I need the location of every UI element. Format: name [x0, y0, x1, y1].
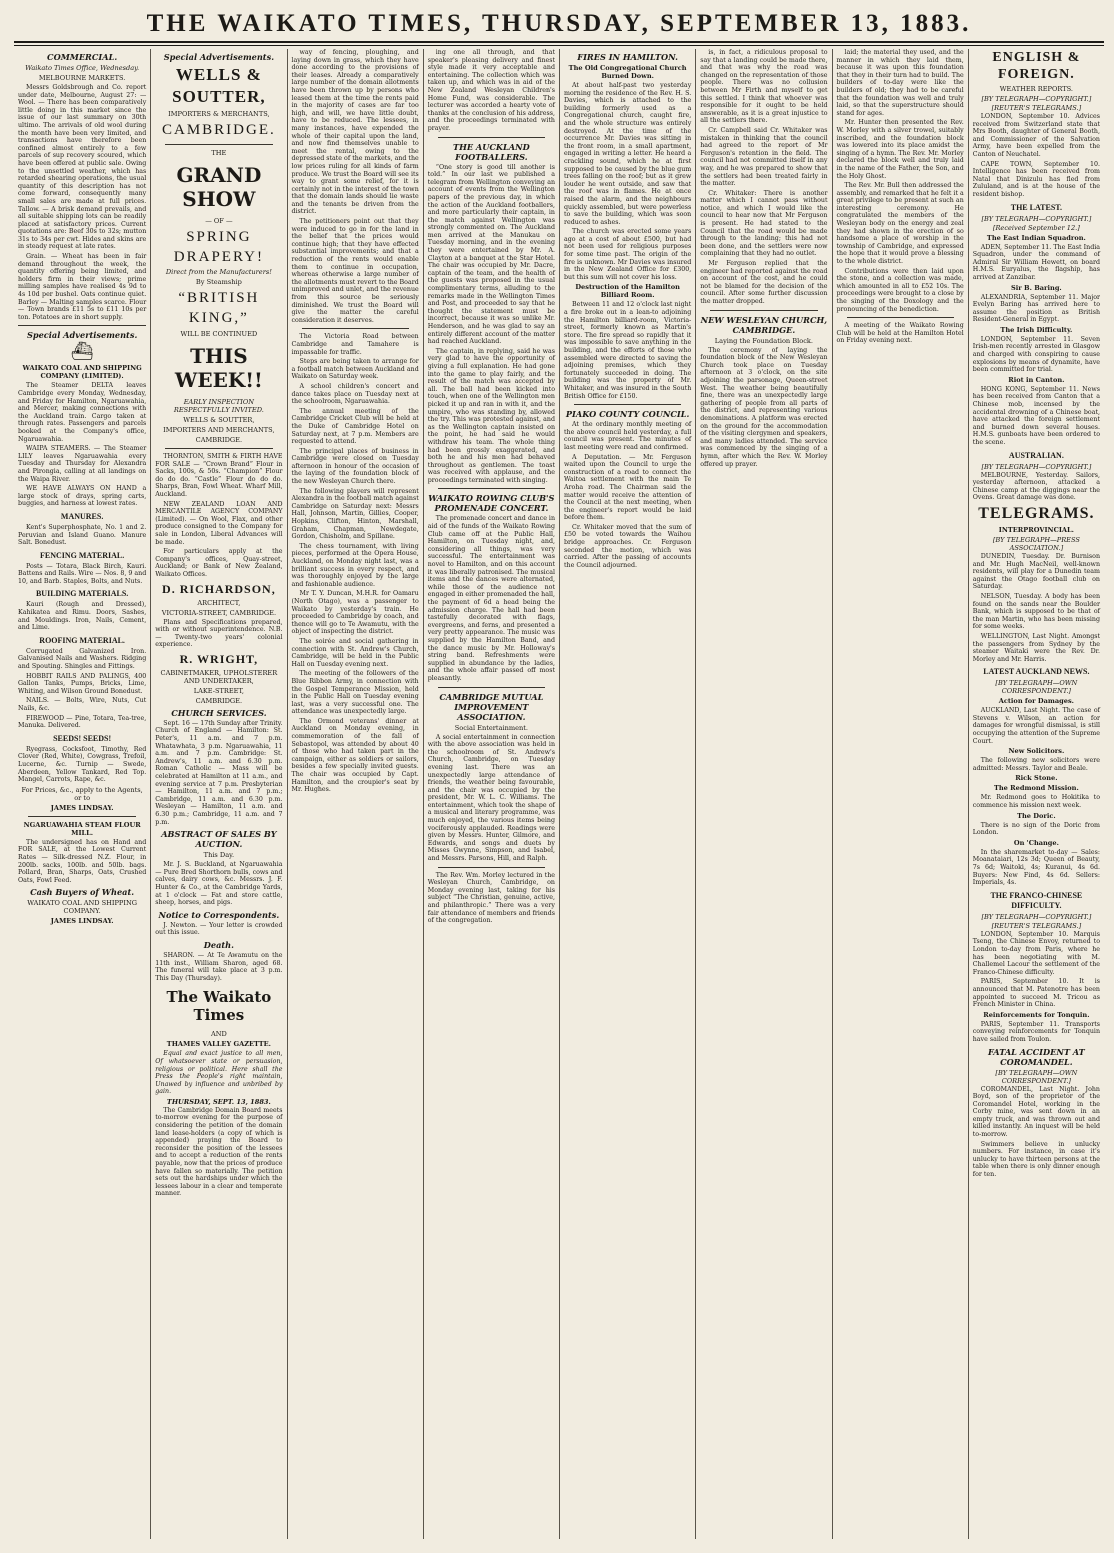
nails-ad: NAILS. — Bolts, Wire, Nuts, Cut Nails, &c.	[18, 697, 147, 712]
column-council-church	[695, 49, 831, 1539]
shipping-company-name: WAIKATO COAL AND SHIPPING COMPANY (LIMITED).	[22, 364, 142, 381]
auckland-credit: [BY TELEGRAPH—OWN CORRESPONDENT.]	[995, 679, 1078, 696]
building-ad: Kauri (Rough and Dressed), Kahikatea and Rimu. Doors, Sashes, and Mouldings. Iron, Nails, Cement, and Lime.	[18, 601, 147, 632]
county-council-article: At the ordinary monthly meeting of the above council held yesterday, a full council was present. The minutes of last meeting were read and confirmed.	[564, 421, 692, 451]
flour-mill-heading: NGARUAWAHIA STEAM FLOUR MILL.	[23, 820, 141, 837]
divider	[847, 317, 954, 318]
divider	[28, 816, 136, 817]
manures-ad: Kent's Superphosphate, No. 1 and 2. Peruvian and Island Guano. Manure Salt. Bonedust.	[18, 523, 147, 547]
stone-heading: Rick Stone.	[1015, 774, 1058, 783]
fencing-heading: FENCING MATERIAL.	[39, 550, 125, 560]
correspondents-heading: Notice to Correspondents.	[158, 909, 280, 920]
divider	[438, 867, 545, 868]
franco-credit: [BY TELEGRAPH—COPYRIGHT.]	[981, 912, 1092, 921]
australian-heading: AUSTRALIAN.	[1008, 450, 1064, 460]
baring-heading: Sir B. Baring.	[1011, 283, 1062, 292]
london-telegram: LONDON, September 10. Advices received from Switzerland state that Mrs Booth, daughter of General Booth, and Commissioner of the Salvation Army, have been expelled from the Canton of Neuchatel.	[972, 113, 1100, 158]
firm-name: WELLS & SOUTTER,	[172, 65, 266, 106]
irish-telegram: LONDON, September 11. Seven Irish-men recently arrested in Glasgow and charged with conspiring to cause explosions by means of dynamite, have been committed for trial.	[972, 335, 1100, 374]
footballers-article: “One story is good till another is told.” In our last we published a telegram from Wellington conveying an account of events from the Wellington papers of the previous day, in which the action of the Auckland footballers, and more particularly their captain, in the match against Wellington was strongly commented on. The Auckland men arrived at the Manukau on Tuesday morning, and in the evening they were entertained by Mr. A. Clayton at a banquet at the Star Hotel. The chair was occupied by Mr. Dacre, captain of the team, and the health of the guests was proposed in the usual complimentary terms, alluding to the remarks made in the Wellington Times and Post, and proceeded to say that he thought the statement must be incorrect, because it was so unlike Mr. Henderson, and he was glad to say an entirely different account of the matter had reached Auckland.	[427, 163, 555, 346]
abstract-heading: ABSTRACT OF SALES BY AUCTION.	[161, 829, 277, 850]
news-item: The following players will represent Alexandra in the football match against Cambridge on Saturday next: Messrs Hall, Johnson, Martin, Gillies, Cooper, Hopkins, Clifton, Hinton, Marshall, Graham, Chapman, Newdegate, Gordon, Chisholm, and Spillane.	[291, 487, 419, 541]
east-indian-telegram: ADEN, September 11. The East India Squadron, under the command of Admiral Sir William Hewett, on board H.M.S. Euryalus, the flagship, has arrived at Zanzibar.	[972, 243, 1100, 281]
this-week-title: THIS WEEK!!	[174, 344, 263, 392]
footer-signature: JAMES LINDSAY.	[50, 917, 114, 926]
cash-buyers-heading: Cash Buyers of Wheat.	[30, 887, 135, 898]
shipping-ad: The Steamer DELTA leaves Cambridge every Monday, Wednesday, and Friday for Hamilton, Ngaruawahia, and Mercer, making connections with the Auckland train. Cargo taken at through rates. Passengers and parcels booked at the Company's office, Ngaruawahia.	[18, 382, 147, 443]
council-continued-4: Mr Ferguson replied that the engineer had reported against the road on account of the cost, and he could not be blamed for the decision of the council. After some further discussion the matter dropped.	[700, 260, 828, 305]
fires-article: At about half-past two yesterday morning the residence of the Rev. H. S. Davies, which is attached to the building formerly used as a Congregational church, caught fire, and the whole structure was entirely destroyed. At the time of the occurrence Mr. Davies was sitting in the front room, in a small apartment, engaged in writing a letter. He heard a crackling sound, which he at first supposed to be caused by the blue gum trees falling on the roof; but as it grew louder he went outside, and saw that the roof was in flames. He at once raised the alarm, and the neighbours quickly assembled, but were powerless to save the building, which was soon reduced to ashes.	[564, 82, 692, 226]
doric-heading: The Doric.	[1017, 811, 1056, 820]
action-telegram: AUCKLAND, Last Night. The case of Stevens v. Wilson, an action for damages for wrongful dismissal, is still occupying the attention of the Supreme Court.	[972, 707, 1100, 745]
masthead-rule	[14, 41, 1104, 46]
capetown-telegram: CAPE TOWN, September 10. Intelligence has been received from Natal that Dinizulu has fled from Zululand, and is at the house of the resident bishop.	[972, 160, 1100, 198]
editorial-date: THURSDAY, SEPT. 13, 1883.	[166, 1097, 271, 1106]
fencing-ad: Posts — Totara, Black Birch, Kauri. Battens and Rails. Wire — Nos. 8, 9 and 10, and Barb. Staples, Bolts, and Nuts.	[18, 562, 147, 585]
wesleyan-church-article: The ceremony of laying the foundation block of the New Wesleyan Church took place on Tuesday afternoon at 3 o'clock, on the site adjoining the parsonage, Queen-street West. The weather being beautifully fine, there was an unexpectedly large gathering of people from all parts of the district, and representing various denominations. A platform was erected on the ground for the accommodation of the visiting clergymen and speakers, and many ladies attended. The service was commenced by the singing of a hymn, after which the Rev. W. Morley offered up prayer.	[700, 346, 828, 468]
wright-address: LAKE-STREET,	[193, 686, 244, 695]
mutual-improvement-article: A social entertainment in connection with the above association was held in the schoolroom of St. Andrew's Church, Cambridge, on Tuesday evening last. There was an unexpectedly large attendance of friends, the weather being favourable, and the chair was occupied by the president, Mr. W. L. C. Williams. The entertainment, which took the shape of a musical and literary programme, was much enjoyed, the various items being vociferously applauded. Readings were given by Messrs. Hunter, Gilmore, and Edwards, and songs and duets by Misses Gwynne, Simpson, and Isabel, and Messrs. Parsons, Hill, and Ralph.	[427, 733, 555, 863]
direct-line: Direct from the Manufacturers!	[165, 268, 272, 276]
paper-subtitle: THAMES VALLEY GAZETTE.	[166, 1040, 271, 1049]
doric-telegram: There is no sign of the Doric from London.	[972, 821, 1100, 837]
firewood-ad: FIREWOOD — Pine, Totara, Tea-tree, Manuka. Delivered.	[18, 714, 147, 730]
tonquin-telegram: PARIS, September 11. Transports conveying reinforcements for Tonquin have sailed from Toulon.	[972, 1020, 1100, 1043]
news-item: Mr T. Y. Duncan, M.H.R. for Oamaru (North Otago), was a passenger to Waikato by yesterday's train. He proceeded to Cambridge by coach, and thence will go to Te Awamutu, with the object of inspecting the district.	[291, 590, 419, 636]
correspondents-notice: J. Newton. — Your letter is crowded out this issue.	[155, 921, 283, 937]
billiard-article: Between 11 and 12 o'clock last night a fire broke out in a lean-to adjoining the Hamilton billiard-room, Victoria-street, formerly known as Martin's store. The fire spread so rapidly that it was impossible to save anything in the building, and the efforts of those who assembled were directed to saving the adjoining premises, which they fortunately succeeded in doing. The building was the property of Mr. Whitaker, and was insured in the South British Office for £150.	[564, 301, 692, 400]
church-services-heading: CHURCH SERVICES.	[171, 707, 267, 718]
firm-town-repeat: CAMBRIDGE.	[195, 436, 243, 444]
commercial-heading: COMMERCIAL.	[47, 52, 118, 62]
seeds-heading: SEEDS! SEEDS!	[53, 733, 112, 743]
continued-line: WILL BE CONTINUED	[180, 330, 258, 338]
change-heading: On 'Change.	[1013, 838, 1059, 847]
news-item: The chess tournament, with living pieces, performed at the Opera House, Auckland, on Monday night last, was a brilliant success in every respect, and was thoroughly enjoyed by the large and fashionable audience.	[291, 542, 419, 588]
commercial-dateline: Waikato Times Office, Wednesday.	[25, 64, 140, 72]
divider	[438, 137, 545, 138]
divider	[574, 404, 681, 405]
closing-paragraph: Swimmers believe in unlucky numbers. For instance, in case it's unlucky to have thirteen persons at the table when there is only dinner enough for ten.	[972, 1140, 1100, 1179]
east-indian-heading: The East Indian Squadron.	[986, 233, 1086, 242]
architect-name: D. RICHARDSON,	[162, 581, 276, 596]
columns	[14, 49, 1104, 1539]
franco-agency: [REUTER'S TELEGRAMS.]	[991, 921, 1082, 930]
divider	[165, 144, 272, 145]
inspection-line: EARLY INSPECTION RESPECTFULLY INVITED.	[173, 398, 264, 414]
divider	[165, 448, 272, 449]
change-telegram: In the sharemarket to-day — Sales: Moanataiari, 12s 3d; Queen of Beauty, 7s 6d; Waitoki, 4s; Kuranui, 4s 6d. Buyers: New Find, 4s 6d. Sellers: Imperials, 4s.	[972, 848, 1100, 887]
firm-town: CAMBRIDGE.	[161, 122, 276, 138]
tonquin-heading: Reinforcements for Tonquin.	[983, 1010, 1090, 1019]
contact-line: For Prices, &c., apply to the Agents, or to	[21, 785, 143, 802]
footer-company: WAIKATO COAL AND SHIPPING COMPANY.	[27, 899, 137, 916]
lecture-continued: ing one all through, and that speaker's pleasing delivery and finest style made it very acceptable and entertaining. The collection which was taken up, and which was in aid of the New Zealand Wesleyan Children's Home Fund, was considerable. The lecturer was accorded a hearty vote of thanks at the conclusion of his address, and the proceedings terminated with prayer.	[427, 49, 555, 132]
by-steamship: By Steamship	[195, 278, 242, 286]
paris-telegram: PARIS, September 10. It is announced that M. Patenotre has been appointed to succeed M. Tricou as French Minister in China.	[972, 978, 1100, 1009]
abstract-date: This Day.	[203, 851, 235, 860]
county-council-article-2: A Deputation. — Mr. Ferguson waited upon the Council to urge the construction of a road to connect the Waitoa settlement with the main Te Aroha road. The Chairman said the matter would receive the attention of the Council at the next meeting, when the engineer's report would be laid before them.	[564, 453, 692, 522]
column-fires	[559, 49, 695, 1539]
irish-heading: The Irish Difficulty.	[1000, 325, 1073, 334]
divider	[302, 328, 409, 329]
fatal-accident-heading: FATAL ACCIDENT AT COROMANDEL.	[987, 1046, 1085, 1067]
editorial-opening: The Cambridge Domain Board meets to-morrow evening for the purpose of considering the petition of the domain land lease-holders (a copy of which is appended) praying the Board to reconsider the position of the lessees and to accept a reduction of the rents payable, now that the prices of produce have fallen so materially. The petition sets out the hardships under which the lessees labour in a clear and temperate manner.	[155, 1106, 283, 1198]
interprovincial-credit: [BY TELEGRAPH—PRESS ASSOCIATION.]	[992, 535, 1080, 552]
architect-ad: Plans and Specifications prepared, with or without superintendence. N.B. — Twenty-two years' colonial experience.	[155, 618, 283, 649]
council-continued-2: Cr. Campbell said Cr. Whitaker was mistaken in thinking that the council had agreed to the report of Mr Ferguson's retention in the field. The council had not committed itself in any way, and he was prepared to show that the settlers had been treated fairly in the matter.	[700, 126, 828, 188]
canton-heading: Riot in Canton.	[1008, 375, 1065, 384]
news-item: The Victoria Road between Cambridge and Tamahere is impassable for traffic.	[291, 333, 419, 356]
column-church-continued	[832, 49, 968, 1539]
fires-heading: FIRES IN HAMILTON.	[577, 52, 678, 62]
telegrams-heading: TELEGRAMS.	[978, 504, 1095, 522]
divider	[710, 310, 817, 311]
latest-received: [Received September 12.]	[992, 223, 1080, 232]
show-the: THE	[211, 149, 227, 157]
county-council-heading: PIAKO COUNTY COUNCIL.	[565, 409, 690, 420]
divider	[438, 488, 545, 489]
roofing-ad: Corrugated Galvanized Iron. Galvanised Nails and Washers. Ridging and Spouting. Shingles and Fittings.	[18, 647, 147, 671]
column-advertisements	[150, 49, 286, 1539]
wright-town: CAMBRIDGE.	[195, 696, 243, 705]
news-item: A school children's concert and dance takes place on Tuesday next at the schoolroom, Ngaruawahia.	[291, 382, 419, 406]
auckland-news-heading: LATEST AUCKLAND NEWS.	[983, 667, 1090, 677]
council-continued-3: Cr. Whitaker: There is another matter which I cannot pass without notice, and which I would like the council to hear now that Mr Ferguson is present. He had stated to the Council that the road would be made through to the landing; this had not been done, and the settlers were now complaining that they had no outlet.	[700, 189, 828, 258]
telegraph-credit: [BY TELEGRAPH—COPYRIGHT.]	[981, 95, 1092, 103]
manures-heading: MANURES.	[60, 511, 104, 521]
nelson-telegram: NELSON, Tuesday. A body has been found on the sands near the Boulder Bank, which is supposed to be that of the man Martin, who has been missing for some weeks.	[972, 592, 1100, 631]
paper-motto: Equal and exact justice to all men, Of whatsoever state or persuasion, religious or political. Here shall the Press the People's right maintain, Unawed by influence and unbribed by gain.	[155, 1050, 283, 1096]
council-continued: is, in fact, a ridiculous proposal to say that a landing could be made there, and that was why the road was changed on the representation of those people. There was no collusion between Mr Firth and myself to get this settled. I think that whoever was responsible for it ought to be held answerable, as it is a great injustice to all the settlers there.	[700, 49, 828, 125]
news-item: The soirée and social gathering in connection with St. Andrew's Church, Cambridge, will be held in the Public Hall on Tuesday evening next.	[291, 637, 419, 668]
fatal-accident-telegram: COROMANDEL, Last Night. John Boyd, son of the proprietor of the Coromandel Hotel, working in the Corby mine, was sent down in an empty truck, and was thrown out and killed instantly. An inquest will be held to-morrow.	[972, 1085, 1100, 1139]
waipa-steamers-ad: WAIPA STEAMERS. — The Steamer LILY leaves Ngaruawahia every Tuesday and Thursday for Alexandra and Pirongia, calling at all landings on the Waipa River.	[18, 445, 147, 483]
english-foreign-heading: ENGLISH & FOREIGN.	[992, 50, 1081, 82]
fatal-accident-credit: [BY TELEGRAPH—OWN CORRESPONDENT.]	[995, 1068, 1078, 1085]
solicitors-telegram: The following new solicitors were admitted: Messrs. Taylor and Beale.	[972, 757, 1100, 772]
mutual-improvement-heading: CAMBRIDGE MUTUAL IMPROVEMENT ASSOCIATION.	[439, 691, 544, 722]
agency-credit: [REUTER'S TELEGRAMS.]	[991, 104, 1082, 112]
market-report: Messrs Goldsbrough and Co. report under date, Melbourne, August 27: — Wool. — There has been comparatively little doing in this market since the issue of our last summary on 30th ultimo. The arrivals of old wool during the month have been very limited, and transactions have therefore been confined almost entirely to a few parcels of sup recovery scoured, which have been offered at public sale. Owing to the unsettled weather, which has retarded shearing operations, the usual quantity of this description has not come forward, consequently many small sales are made at full prices. Tallow. — A brisk demand prevails, and all suitable shipping lots can be readily placed at satisfactory prices. Current quotations are: Beef 30s to 32s; mutton 31s to 34s per cwt. Hides and skins are in steady request at late rates.	[18, 84, 147, 251]
masthead: THE WAIKATO TIMES, THURSDAY, SEPTEMBER 13, 1883.	[146, 10, 972, 37]
hurdles-ad: HOBBIT RAILS AND PALINGS, 400 Gallon Tanks, Pumps, Bricks, Lime, Whiting, and Wilson Ground Bonedust.	[18, 672, 147, 695]
mutual-improvement-subheading: Social Entertainment.	[454, 723, 529, 732]
firm-name-repeat: WELLS & SOUTTER,	[183, 416, 255, 424]
news-item: The annual meeting of the Cambridge Cricket Club will be held at the Duke of Cambridge Hotel on Saturday next, at 7 p.m. Members are requested to attend.	[291, 407, 419, 446]
church-continued: laid; the material they used, and the manner in which they laid them, because it was upon this foundation that they in their turn had to build. The builders of to-day were like the builders of old; they had to be careful that the foundation was well and truly laid, so that the superstructure should stand for ages.	[836, 49, 964, 117]
news-item: The Ormond veterans' dinner at Auckland on Monday evening, in commemoration of the fall of Sebastopol, was attended by about 40 of those who had taken part in the campaign, either as soldiers or sailors, besides a few specially invited guests. The chair was occupied by Capt. Hamilton, and the croupier's seat by Mr. Hughes.	[291, 717, 419, 794]
special-ads-heading: Special Advertisements.	[26, 330, 138, 341]
steamship-icon: ⛴	[70, 341, 94, 363]
agent-name: JAMES LINDSAY.	[50, 803, 114, 812]
franco-chinese-heading: THE FRANCO-CHINESE DIFFICULTY.	[990, 890, 1083, 910]
fires-subheading: The Old Congregational Church Burned Down.	[568, 64, 687, 80]
solicitors-heading: New Solicitors.	[1008, 747, 1065, 756]
wesleyan-church-subheading: Laying the Foundation Block.	[714, 336, 813, 345]
flour-ad: THORNTON, SMITH & FIRTH HAVE FOR SALE — “Crown Brand” Flour in Sacks, 100s, & 50s. “Champion” Flour do do do. “Castle” Flour do do do. Sharps, Bran, Fowl Wheat. Wharf Mill, Auckland.	[155, 453, 283, 498]
news-item: Steps are being taken to arrange for a football match between Auckland and Waikato on Saturday week.	[291, 358, 419, 381]
divider	[18, 325, 146, 326]
flour-mill-ad: The undersigned has on Hand and FOR SALE, at the Lowest Current Rates — Silk-dressed N.Z. Flour, in 200lb. sacks, 100lb. and 50lb. bags. Pollard, Bran, Sharps, Oats, Crushed Oats, Fowl Feed.	[18, 838, 147, 884]
architect-title: ARCHITECT,	[197, 598, 241, 607]
franco-telegram: LONDON, September 10. Marquis Tseng, the Chinese Envoy, returned to London to-day from Paris, where he has been negotiating with M. Challemel Lacour the settlement of the Franco-Chinese difficulty.	[972, 930, 1100, 976]
carts-ad: WE HAVE ALWAYS ON HAND a large stock of drays, spring carts, buggies, and harness at lowest rates.	[18, 485, 147, 508]
special-ads-heading: Special Advertisements.	[163, 52, 275, 62]
death-notice: SHARON. — At Te Awamutu on the 11th inst., William Sharon, aged 68. The funeral will take place at 3 p.m. This Day (Thursday).	[155, 951, 283, 982]
latest-telegraph-credit: [BY TELEGRAPH—COPYRIGHT.]	[981, 214, 1092, 223]
column-local-news	[423, 49, 559, 1539]
column-editorial	[287, 49, 423, 1539]
fires-article-2: The church was erected some years ago at a cost of about £500, but had not been used for religious purposes for some time past. The origin of the fire is unknown. Mr Davies was insured in the New Zealand Office for £300, but this sum will not cover his loss.	[564, 228, 692, 281]
australian-credit: [BY TELEGRAPH—COPYRIGHT.]	[981, 462, 1092, 471]
church-continued-4: Contributions were then laid upon the stone, and a collection was made, which amounted in all to £52 10s. The proceedings were brought to a close by the singing of the Doxology and the pronouncing of the benediction.	[836, 267, 964, 313]
paper-and: AND	[210, 1030, 227, 1039]
rowing-concert-article: The promenade concert and dance in aid of the funds of the Waikato Rowing Club came off at the Public Hall, Hamilton, on Tuesday night, and, considering all things, was very successful. The entertainment was novel to Hamilton, and on this account it was liberally patronised. The musical items and the dances were alternated, while those of the audience not engaged in either promenaded the hall, the payment of 6d a head being the admission charge. The hall had been tastefully decorated with flags, evergreens, and ferns, and presented a very pretty appearance. The music was supplied by the Hamilton Band, and the dance music by Mr. Holloway's string band. Refreshments were supplied in abundance by the ladies, and the whole affair passed off most pleasantly.	[427, 515, 556, 682]
wesleyan-church-heading: NEW WESLEYAN CHURCH, CAMBRIDGE.	[700, 314, 828, 335]
paper-title: The Waikato Times	[166, 988, 272, 1025]
ship-name: “BRITISH KING,”	[178, 290, 260, 326]
church-continued-2: Mr. Hunter then presented the Rev. W. Morley with a silver trowel, suitably inscribed, and the foundation block was lowered into its place amidst the singing of a hymn. The Rev. Mr. Morley declared the block well and truly laid in the name of the Father, the Son, and the Holy Ghost.	[836, 119, 964, 180]
county-council-article-3: Cr. Whitaker moved that the sum of £50 be voted towards the Waihou bridge approaches. Cr. Ferguson seconded the motion, which was carried. After the passing of accounts the Council adjourned.	[564, 523, 692, 569]
redmond-heading: The Redmond Mission.	[993, 784, 1079, 793]
australian-telegram: MELBOURNE, Yesterday. Sailors, yesterday afternoon, attacked a Chinese camp at the diggings near the Ovens. Great damage was done.	[972, 471, 1100, 502]
column-commercial	[14, 49, 150, 1539]
architect-address: VICTORIA-STREET, CAMBRIDGE.	[161, 608, 277, 617]
market-heading: MELBOURNE MARKETS.	[38, 74, 126, 82]
wellington-telegram: WELLINGTON, Last Night. Amongst the passengers from Sydney by the steamer Waitaki were the Rev. Dr. Morley and Mr. Harris.	[972, 632, 1100, 663]
show-of: — OF —	[205, 217, 233, 225]
billiard-heading: Destruction of the Hamilton Billiard Room.	[575, 283, 680, 300]
divider	[438, 687, 545, 688]
footballers-article-2: The captain, in replying, said he was very glad to have the opportunity of giving a full explanation. He had gone into the game to play fairly, and the result of the match was accepted by all. The ball had been kicked into touch, when one of the Wellington men picked it up and ran in with it, and the umpire, who was standing by, allowed the try. This was protested against, and as the Wellington captain insisted on the point, he had said he would withdraw his team. The whole thing had been grossly exaggerated, and both he and his men had behaved throughout as gentlemen. The toast was received with applause, and the proceedings terminated with singing.	[427, 347, 555, 484]
firm-subtitle: IMPORTERS & MERCHANTS,	[168, 110, 270, 118]
rowing-club-note: A meeting of the Waikato Rowing Club will be held at the Hamilton Hotel on Friday evening next.	[836, 322, 964, 345]
lecture-item: The Rev. Wm. Morley lectured in the Wesleyan Church, Cambridge, on Monday evening last, taking for his subject “The Christian, genuine, active, and philanthropic.” There was a very fair attendance of members and friends of the congregation.	[427, 871, 555, 925]
redmond-telegram: Mr. Redmond goes to Hokitika to commence his mission next week.	[972, 794, 1100, 810]
news-item: The principal places of business in Cambridge were closed on Tuesday afternoon in honour of the occasion of the laying of the foundation block of the new Wesleyan Church there.	[291, 447, 419, 486]
wright-name: R. WRIGHT,	[179, 651, 259, 666]
news-item: The meeting of the followers of the Blue Ribbon Army, in connection with the Gospel Temperance Mission, held in the Public Hall on Tuesday evening last, was a very successful one. The attendance was unexpectedly large.	[291, 670, 419, 716]
market-report-grain: Grain. — Wheat has been in fair demand throughout the week, the quantity offering being limited, and holders firm in their views; prime milling samples have realised 4s 9d to 4s 10d per bushel. Oats continue quiet. Barley — Malting samples scarce. Flour — Town brands £11 5s to £11 10s per ton. Potatoes are in short supply.	[18, 253, 147, 321]
building-heading: BUILDING MATERIALS.	[35, 589, 129, 599]
grand-show-title: GRAND SHOW	[176, 163, 262, 211]
footballers-heading: THE AUCKLAND FOOTBALLERS.	[453, 141, 530, 162]
latest-heading: THE LATEST.	[1010, 202, 1063, 212]
interprovincial-heading: INTERPROVINCIAL.	[998, 525, 1074, 534]
rowing-concert-heading: WAIKATO ROWING CLUB'S PROMENADE CONCERT.	[428, 493, 555, 514]
editorial-continued-2: The petitioners point out that they were induced to go in for the land in the belief that the prices would continue high; that they have effected substantial improvements; and that a reduction of the rents would enable them to continue in occupation, whereas otherwise a large number of the allotments must revert to the Board unimproved and unlet, and the revenue from this source be seriously diminished. We trust the Board will give the matter the careful consideration it deserves.	[291, 218, 419, 324]
loan-agency-details: For particulars apply at the Company's offices, Quay-street, Auckland; or Bank of New Zealand, Waikato Offices.	[155, 548, 283, 578]
spring-drapery-title: SPRING DRAPERY!	[173, 229, 264, 265]
firm-subtitle-repeat: IMPORTERS AND MERCHANTS,	[163, 426, 275, 434]
loan-agency-ad: NEW ZEALAND LOAN AND MERCANTILE AGENCY COMPANY (Limited). — On Wool, Flax, and other produce consigned to the Company for sale in London, Liberal Advances will be made.	[155, 500, 283, 546]
column-telegrams	[968, 49, 1104, 1539]
canton-telegram: HONG KONG, September 11. News has been received from Canton that a Chinese mob, incensed by the accidental drowning of a Chinese boat, have attacked the foreign settlement and burned down several houses. H.M.S. gunboats have been ordered to the scene.	[972, 385, 1100, 446]
action-heading: Action for Damages.	[998, 697, 1074, 706]
church-services: Sept. 16 — 17th Sunday after Trinity. Church of England — Hamilton: St. Peter's, 11 a.m. and 7 p.m. Whatawhata, 3 p.m. Ngaruawahia, 11 a.m. and 7 p.m. Cambridge: St. Andrew's, 11 a.m. and 6.30 p.m. Roman Catholic — Mass will be celebrated at Hamilton at 11 a.m., and evening service at 7 p.m. Presbyterian — Hamilton, 11 a.m. and 7 p.m.; Cambridge, 11 a.m. and 6.30 p.m. Wesleyan — Hamilton, 11 a.m. and 6.30 p.m.; Cambridge, 11 a.m. and 7 p.m.	[155, 719, 283, 826]
baring-telegram: ALEXANDRIA, September 11. Major Evelyn Baring has arrived here to assume the position as British Resident-General in Egypt.	[972, 293, 1100, 324]
dunedin-telegram: DUNEDIN, Tuesday. Dr. Burnison and Mr. Hugh MacNeil, well-known residents, will play for a Dunedin team against the Otago football club on Saturday.	[972, 552, 1100, 591]
abstract-sales: Mr. J. S. Buckland, at Ngaruawahia — Pure Bred Shorthorn bulls, cows and calves, dairy cows, &c. Messrs. J. F. Hunter & Co., at the Cambridge Yards, at 1 o'clock — Fat and store cattle, sheep, horses, and pigs.	[155, 861, 283, 907]
english-foreign-subheading: WEATHER REPORTS.	[999, 85, 1073, 93]
death-heading: Death.	[203, 939, 234, 950]
editorial-continued: way of fencing, ploughing, and laying down in grass, which they have done according to the provisions of their leases. Already a comparatively large number of the domain allotments have been thrown up by persons who leased them at the time the rents paid in the majority of cases are far too high, and will, we have little doubt, have to be reduced. The lessees, in many instances, have expended the whole of their capital upon the land, and now find themselves unable to meet the rental, owing to the depressed state of the markets, and the low prices ruling for all kinds of farm produce. We trust the Board will see its way to grant some relief, for it is certainly not in the interest of the town that the domain lands should lie waste and the tenants be driven from the district.	[291, 49, 419, 216]
seeds-ad: Ryegrass, Cocksfoot, Timothy, Red Clover (Red, White), Cowgrass, Trefoil, Lucerne, &c. Turnip — Swede, Aberdeen, Yellow Tankard, Red Top. Mangel, Carrots, Rape, &c.	[18, 745, 147, 784]
church-continued-3: The Rev. Mr. Bull then addressed the assembly, and remarked that he felt it a great privilege to be present at such an interesting ceremony. He congratulated the members of the Wesleyan body on the energy and zeal they had shown in the erection of so handsome a place of worship in the township of Cambridge, and expressed the hope that it would prove a blessing to the whole district.	[836, 182, 964, 266]
roofing-heading: ROOFING MATERIAL.	[39, 635, 125, 645]
wright-title: CABINETMAKER, UPHOLSTERER AND UNDERTAKER,	[160, 668, 278, 685]
